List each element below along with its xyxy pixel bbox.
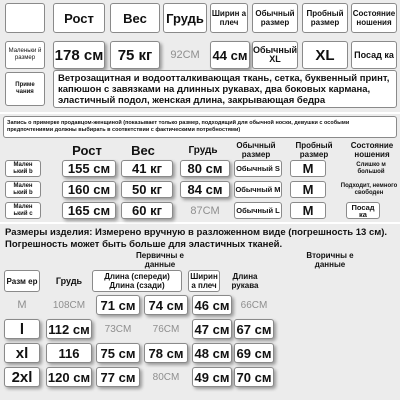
s3-row4-front: 77 см	[96, 367, 140, 387]
s2-row1-trial-size: M	[290, 160, 326, 177]
s2-row3-wear-state: Посад ка	[346, 202, 380, 219]
s2-row2-weight: 50 кг	[121, 181, 173, 198]
s2-row2-chest: 84 см	[180, 181, 230, 198]
s1-cell-usual-size: Обычный XL	[252, 41, 298, 69]
s3-row3-back: 78 см	[144, 343, 188, 363]
s1-note-label: Приме чания	[5, 72, 45, 106]
s2-row1-usual-size: Обычный S	[234, 160, 282, 177]
s3-header-shoulder: Ширин а плеч	[188, 270, 220, 292]
s2-header-chest: Грудь	[188, 144, 218, 156]
s3-row3-chest: 116	[46, 343, 92, 363]
s1-header-chest: Грудь	[163, 3, 207, 33]
s3-row3-front: 75 см	[96, 343, 140, 363]
s3-header-chest: Грудь	[55, 275, 83, 286]
s3-row1-size: M	[17, 299, 27, 311]
s2-row1-label: Мален ький b	[5, 160, 41, 177]
s3-row2-chest: 112 см	[46, 319, 92, 339]
s3-row1-back: 74 см	[144, 295, 188, 315]
s1-cell-height: 178 см	[53, 41, 105, 69]
s2-row2-usual-size: Обычный M	[234, 181, 282, 198]
s3-row3-sleeve: 69 см	[234, 343, 274, 363]
s3-row4-size: 2xl	[4, 367, 40, 387]
s3-row1-front: 71 см	[96, 295, 140, 315]
s1-header-wear-state: Состояние ношения	[351, 3, 397, 33]
s2-header-wear-state: Состояние ношения	[350, 141, 394, 159]
s2-banner: Запись о примерке продавцом-женщиной (показывает только размер, подходящий для обычной носки, девушки с особыми предпочтениями должны выбирать в соответствии с фактическими потребностями)	[3, 116, 397, 138]
s3-row2-back: 76CM	[152, 323, 180, 335]
s3-row1-sleeve: 66CM	[240, 299, 268, 311]
s2-row2-wear-state: Подходит, немного свободен	[340, 182, 398, 196]
s1-cell-chest: 92CM	[170, 49, 200, 61]
s1-cell-weight: 75 кг	[110, 41, 160, 69]
s3-row3-shoulder: 48 см	[192, 343, 232, 363]
s3-row4-shoulder: 49 см	[192, 367, 232, 387]
s2-row3-trial-size: M	[290, 202, 326, 219]
s2-row2-height: 160 см	[62, 181, 116, 198]
s2-row1-height: 155 см	[62, 160, 116, 177]
s1-header-usual-size: Обычный размер	[252, 3, 298, 33]
s2-row3-weight: 60 кг	[121, 202, 173, 219]
s2-header-height: Рост	[72, 142, 102, 158]
s3-header-size: Разм ер	[4, 270, 40, 292]
s3-row2-shoulder: 47 см	[192, 319, 232, 339]
s1-header-trial-size: Пробный размер	[302, 3, 348, 33]
s1-header-height: Рост	[53, 3, 105, 33]
s1-header-empty	[5, 3, 45, 33]
s2-row3-chest: 87CM	[190, 204, 220, 217]
s3-row4-chest: 120 см	[46, 367, 92, 387]
s1-note-text: Ветрозащитная и водоотталкивающая ткань, сетка, буквенный принт, капюшон с завязками на длинных рукавах, два боковых кармана, эластичный подол, женская длина, закрывающая бедра	[53, 70, 397, 108]
s2-row2-trial-size: M	[290, 181, 326, 198]
s1-cell-trial-size: XL	[302, 41, 348, 69]
s3-row2-front: 73CM	[104, 323, 132, 335]
s1-row-label: Маленьки й размер	[5, 41, 45, 69]
s1-cell-wear-state: Посад ка	[351, 41, 397, 69]
s1-header-shoulder: Ширин а плеч	[210, 3, 248, 33]
s2-header-usual-size: Обычный размер	[236, 141, 276, 159]
s3-caption: Размеры изделия: Измерено вручную в разложенном виде (погрешность 13 см). Погрешность может быть больше для эластичных тканей.	[5, 227, 388, 250]
s3-row2-size: l	[4, 319, 40, 339]
s2-row1-chest: 80 см	[180, 160, 230, 177]
s3-header-sleeve: Длина рукава	[231, 272, 259, 290]
s2-row1-weight: 41 кг	[121, 160, 173, 177]
s3-secondary-label: Вторичны е данные	[306, 251, 354, 269]
s3-row1-chest: 108CM	[52, 299, 86, 311]
s3-row3-size: xl	[4, 343, 40, 363]
s1-header-weight: Вес	[110, 3, 160, 33]
s2-header-trial-size: Пробный размер	[295, 141, 333, 159]
s3-primary-label: Первичны е данные	[136, 251, 184, 269]
s3-row1-shoulder: 46 см	[192, 295, 232, 315]
s2-row1-wear-state: Слишко м большой	[356, 161, 386, 175]
s2-row3-usual-size: Обычный L	[234, 202, 282, 219]
s3-row4-sleeve: 70 см	[234, 367, 274, 387]
s2-row3-height: 165 см	[62, 202, 116, 219]
s2-row3-label: Мален ький с	[5, 202, 41, 219]
s3-row2-sleeve: 67 см	[234, 319, 274, 339]
s2-header-weight: Вес	[131, 142, 155, 158]
s3-header-length: Длина (спереди) Длина (сзади)	[92, 270, 182, 292]
s2-row2-label: Мален ький b	[5, 181, 41, 198]
s1-cell-shoulder: 44 см	[210, 41, 250, 69]
s3-row4-back: 80CM	[152, 371, 180, 383]
